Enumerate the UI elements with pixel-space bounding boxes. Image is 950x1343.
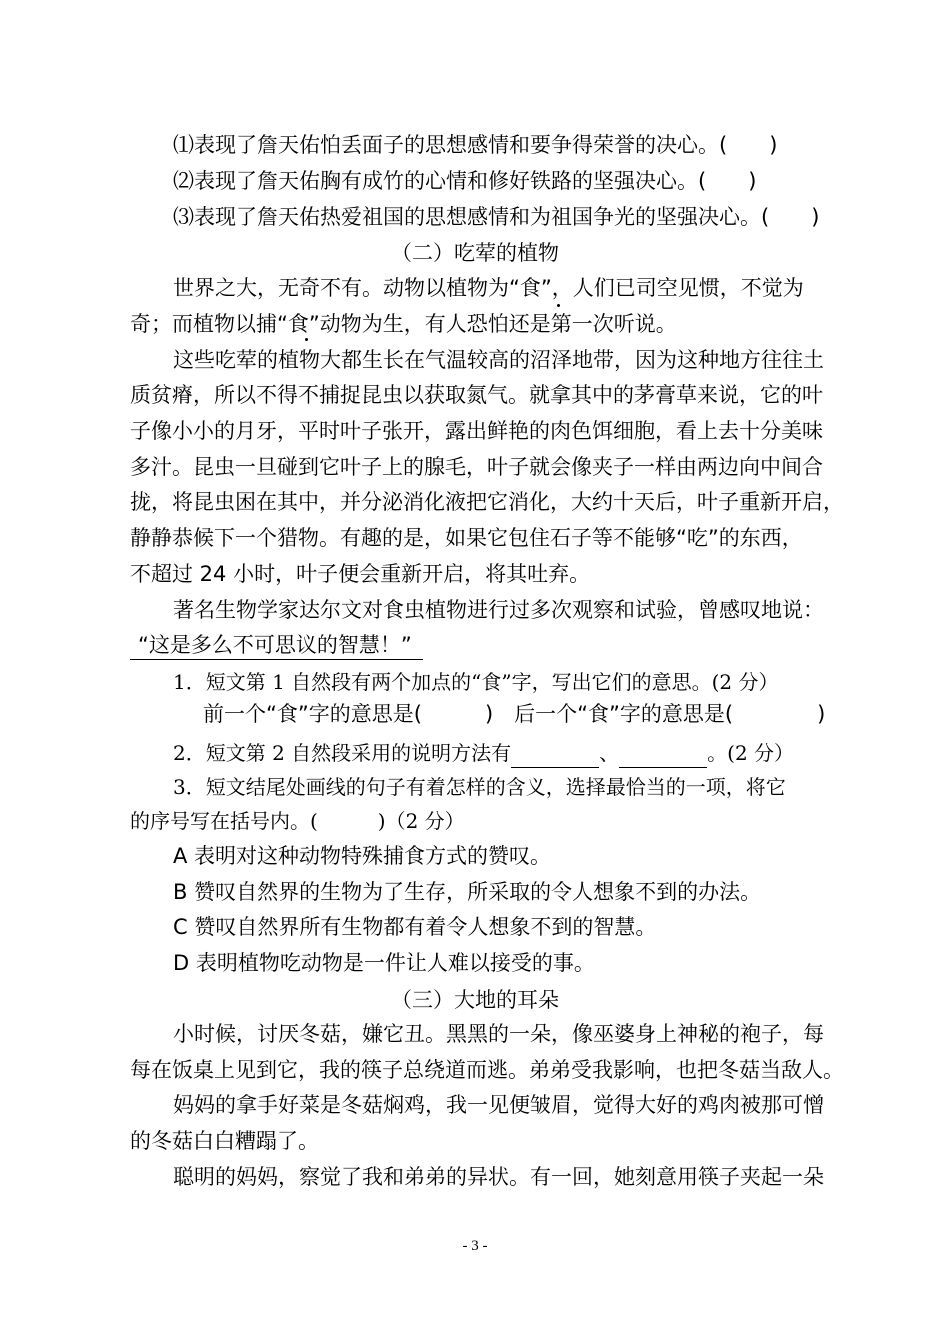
emphasis-dot: [305, 338, 308, 341]
paragraph-line: 不超过 24 小时，叶子便会重新开启，将其吐弃。: [130, 562, 591, 586]
choice-c: C 赞叹自然界所有生物都有着令人想象不到的智慧。: [173, 915, 657, 939]
option-1: ⑴表现了詹天佑怕丢面子的思想感情和要争得荣誉的决心。( ): [173, 133, 778, 157]
paragraph-line: 的冬菇白白糟蹋了。: [130, 1129, 319, 1153]
paragraph-line: 子像小小的月牙，平时叶子张开，露出鲜艳的肉色饵细胞，看上去十分美味: [130, 419, 823, 443]
paragraph-line: 质贫瘠，所以不得不捕捉昆虫以获取氮气。就拿其中的茅膏草来说，它的叶: [130, 383, 823, 407]
quote-underline: [130, 659, 423, 660]
question-3: 3．短文结尾处画线的句子有着怎样的含义，选择最恰当的一项，将它: [173, 775, 786, 799]
paragraph-line: 每在饭桌上见到它，我的筷子总绕道而逃。弟弟受我影响，也把冬菇当敌人。: [130, 1058, 844, 1082]
paragraph-line: 著名生物学家达尔文对食虫植物进行过多次观察和试验，曾感叹地说：: [173, 598, 824, 622]
section-title: （三）大地的耳朵: [391, 988, 559, 1012]
answer-blank-1[interactable]: [511, 745, 599, 768]
paragraph-line: 妈妈的拿手好菜是冬菇焖鸡，我一见便皱眉，觉得大好的鸡肉被那可憎: [173, 1093, 824, 1117]
page-number: - 3 -: [462, 1238, 488, 1254]
section-title: （二）吃荤的植物: [391, 241, 559, 265]
question-2-score: 。(2 分）: [707, 741, 795, 765]
option-2: ⑵表现了詹天佑胸有成竹的心情和修好铁路的坚强决心。( ): [173, 169, 757, 193]
question-2: [173, 738, 794, 768]
paragraph-line: 这些吃荤的植物大都生长在气温较高的沼泽地带，因为这种地方往往土: [173, 348, 824, 372]
answer-blank-2[interactable]: [619, 745, 707, 768]
choice-d: D 表明植物吃动物是一件让人难以接受的事。: [173, 951, 595, 975]
question-3-cont: 的序号写在括号内。( )（2 分）: [130, 809, 465, 833]
emphasis-dot: [557, 304, 560, 307]
paragraph-line: 小时候，讨厌冬菇，嫌它丑。黑黑的一朵，像巫婆身上神秘的袍子，每: [173, 1022, 824, 1046]
choice-b: B 赞叹自然界的生物为了生存，所采取的令人想象不到的办法。: [173, 880, 762, 904]
quoted-sentence: “这是多么不可思议的智慧！”: [138, 633, 412, 657]
paragraph-line: 世界之大，无奇不有。动物以植物为“食”，人们已司空见惯，不觉为: [173, 276, 804, 300]
question-2-sep: 、: [599, 741, 620, 765]
question-1-answer-line: 前一个“食”字的意思是( ) 后一个“食”字的意思是( ): [203, 702, 826, 726]
paragraph-line: 静静恭候下一个猎物。有趣的是，如果它包住石子等不能够“吃”的东西，: [130, 526, 803, 550]
question-1: 1．短文第 1 自然段有两个加点的“食”字，写出它们的意思。(2 分）: [173, 670, 779, 694]
question-2-text: 2．短文第 2 自然段采用的说明方法有: [173, 741, 512, 765]
paragraph-line: 多汁。昆虫一旦碰到它叶子上的腺毛，叶子就会像夹子一样由两边向中间合: [130, 455, 823, 479]
choice-a: A 表明对这种动物特殊捕食方式的赞叹。: [173, 844, 552, 868]
paragraph-line: 奇；而植物以捕“食”动物为生，有人恐怕还是第一次听说。: [130, 312, 677, 336]
option-3: ⑶表现了詹天佑热爱祖国的思想感情和为祖国争光的坚强决心。( ): [173, 205, 820, 229]
paragraph-line: 拢，将昆虫困在其中，并分泌消化液把它消化，大约十天后，叶子重新开启，: [130, 490, 844, 514]
paragraph-line: 聪明的妈妈，察觉了我和弟弟的异状。有一回，她刻意用筷子夹起一朵: [173, 1165, 824, 1189]
